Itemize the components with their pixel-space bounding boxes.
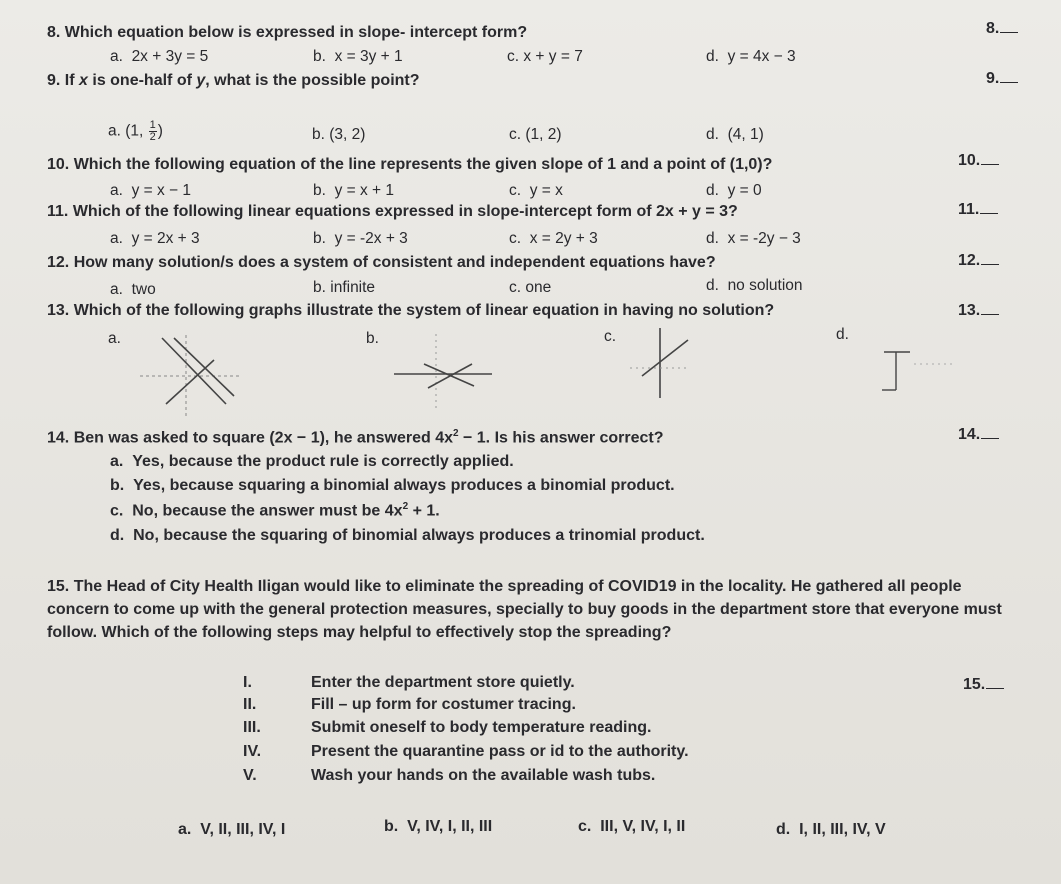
q12-option-c[interactable]: c. one xyxy=(509,279,552,296)
q15-step-1-number: I. xyxy=(243,674,252,691)
q8-option-c[interactable]: c. x + y = 7 xyxy=(507,48,583,65)
q15-step-4-text: Present the quarantine pass or id to the authority. xyxy=(311,743,689,760)
q14-option-a[interactable]: a. Yes, because the product rule is correctly applied. xyxy=(110,453,514,470)
question-10: 10. Which the following equation of the line represents the given slope of 1 and a point of (1,0)? xyxy=(47,156,773,173)
q11-option-d[interactable]: d. x = -2y − 3 xyxy=(706,230,801,247)
q9-option-a[interactable]: a. (1, $\frac{1}{2}$ ) xyxy=(108,119,163,143)
q8-option-b[interactable]: b. x = 3y + 1 xyxy=(313,48,403,65)
q15-option-a[interactable]: a. V, II, III, IV, I xyxy=(178,821,286,838)
question-13: 13. Which of the following graphs illustrate the system of linear equation in having no solution? xyxy=(47,302,775,319)
q10-option-d[interactable]: d. y = 0 xyxy=(706,182,762,199)
q12-option-a[interactable]: a. two xyxy=(110,281,156,298)
q9-option-b[interactable]: b. (3, 2) xyxy=(312,126,366,143)
answer-blank-9[interactable]: 9. xyxy=(986,70,1018,88)
q12-option-d[interactable]: d. no solution xyxy=(706,277,803,294)
q11-option-b[interactable]: b. y = -2x + 3 xyxy=(313,230,408,247)
q10-option-b[interactable]: b. y = x + 1 xyxy=(313,182,395,199)
q15-step-5-text: Wash your hands on the available wash tubs. xyxy=(311,767,656,784)
question-12: 12. How many solution/s does a system of consistent and independent equations have? xyxy=(47,254,716,271)
q15-step-4-number: IV. xyxy=(243,743,262,760)
q14-option-b[interactable]: b. Yes, because squaring a binomial always produces a binomial product. xyxy=(110,477,675,494)
q9-option-c[interactable]: c. (1, 2) xyxy=(509,126,562,143)
q13-option-a-label[interactable]: a. xyxy=(108,330,121,347)
q13-option-c-label[interactable]: c. xyxy=(604,328,617,345)
q14-option-d[interactable]: d. No, because the squaring of binomial always produces a trinomial product. xyxy=(110,527,705,544)
question-14: 14. Ben was asked to square (2x − 1), he answered $4x^2 - 1$. Is his answer correct? xyxy=(47,428,664,447)
question-11: 11. Which of the following linear equations expressed in slope-intercept form of 2x + y = 3? xyxy=(47,203,738,220)
answer-blank-10[interactable]: 10. xyxy=(958,152,999,170)
q10-option-c[interactable]: c. y = x xyxy=(509,182,563,199)
question-9: 9. If x is one-half of y, what is the possible point? xyxy=(47,72,420,89)
q15-step-3-text: Submit oneself to body temperature reading. xyxy=(311,719,652,736)
q15-option-b[interactable]: b. V, IV, I, II, III xyxy=(384,818,493,835)
q15-step-3-number: III. xyxy=(243,719,261,736)
q9-option-d[interactable]: d. (4, 1) xyxy=(706,126,764,143)
q13-option-d-label[interactable]: d. xyxy=(836,326,849,343)
answer-blank-12[interactable]: 12. xyxy=(958,252,999,270)
q13-graph-b[interactable] xyxy=(388,330,498,415)
answer-blank-15[interactable]: 15. xyxy=(963,676,1004,694)
q8-option-d[interactable]: d. y = 4x − 3 xyxy=(706,48,796,65)
q15-step-1-text: Enter the department store quietly. xyxy=(311,674,575,691)
answer-blank-14[interactable]: 14. xyxy=(958,426,999,444)
fraction-one-half: $\frac{1}{2}$ xyxy=(149,119,156,143)
answer-blank-11[interactable]: 11. xyxy=(958,201,998,219)
q13-graph-a[interactable] xyxy=(130,330,250,420)
q15-step-2-number: II. xyxy=(243,696,257,713)
q15-option-d[interactable]: d. I, II, III, IV, V xyxy=(776,821,886,838)
q12-option-b[interactable]: b. infinite xyxy=(313,279,376,296)
q8-option-a[interactable]: a. 2x + 3y = 5 xyxy=(110,48,209,65)
q13-graph-d[interactable] xyxy=(870,340,960,400)
q13-option-b-label[interactable]: b. xyxy=(366,330,379,347)
q10-option-a[interactable]: a. y = x − 1 xyxy=(110,182,192,199)
answer-blank-13[interactable]: 13. xyxy=(958,302,999,320)
q14-option-c[interactable]: c. No, because the answer must be $4x^2 + 1$. xyxy=(110,501,440,520)
answer-blank-8[interactable]: 8. xyxy=(986,20,1018,38)
q13-graph-c[interactable] xyxy=(620,324,700,404)
q15-option-c[interactable]: c. III, V, IV, I, II xyxy=(578,818,686,835)
q15-step-5-number: V. xyxy=(243,767,257,784)
question-8: 8. Which equation below is expressed in slope- intercept form? xyxy=(47,24,528,41)
q11-option-c[interactable]: c. x = 2y + 3 xyxy=(509,230,598,247)
q11-option-a[interactable]: a. y = 2x + 3 xyxy=(110,230,200,247)
question-15: 15. The Head of City Health Iligan would like to eliminate the spreading of COVID19 in the locality. He gathered all people concern to come up with the general protection measures, specially to buy goods in the department store that everyone must follow. Which of the following steps may helpful to effectively stop the spreading? xyxy=(47,578,1002,641)
q15-step-2-text: Fill – up form for costumer tracing. xyxy=(311,696,576,713)
